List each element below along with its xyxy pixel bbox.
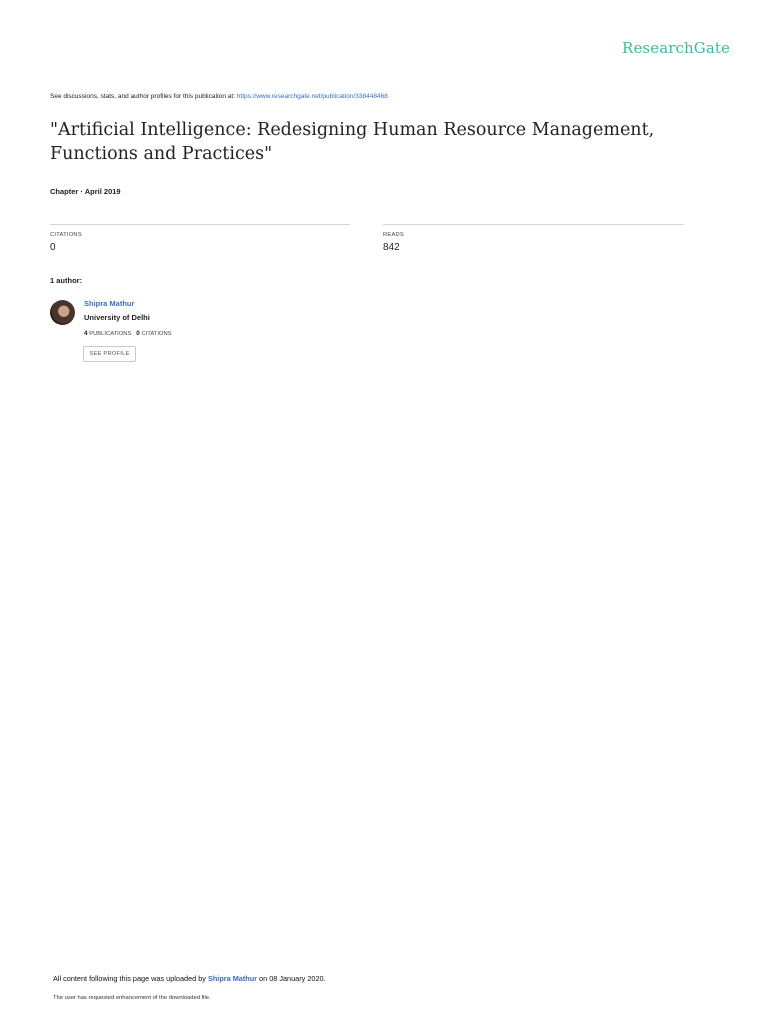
see-profile-button[interactable]: SEE PROFILE bbox=[83, 346, 136, 362]
upload-prefix: All content following this page was uploaded by bbox=[53, 974, 208, 983]
researchgate-logo[interactable]: ResearchGate bbox=[622, 39, 730, 57]
publication-link[interactable]: https://www.researchgate.net/publication/338448468 bbox=[236, 93, 388, 100]
citations-value: 0 bbox=[50, 242, 56, 253]
author-name-link[interactable]: Shipra Mathur bbox=[84, 299, 135, 308]
author-institution: University of Delhi bbox=[84, 313, 150, 322]
author-publications-label: PUBLICATIONS bbox=[89, 331, 132, 337]
discussions-line bbox=[50, 93, 388, 100]
authors-heading: 1 author: bbox=[50, 276, 83, 285]
author-publications-count: 4 bbox=[84, 330, 88, 337]
upload-note bbox=[53, 974, 326, 983]
author-citations-label: CITATIONS bbox=[141, 331, 172, 337]
citations-divider bbox=[50, 224, 350, 225]
author-citations-count: 0 bbox=[136, 330, 140, 337]
author-avatar[interactable] bbox=[50, 300, 75, 325]
publication-title: "Artificial Intelligence: Redesigning Human Resource Management, Functions and Practices" bbox=[50, 120, 655, 164]
discussions-text: See discussions, stats, and author profiles for this publication at: bbox=[50, 93, 237, 100]
reads-label: READS bbox=[383, 232, 404, 238]
upload-suffix: on 08 January 2020. bbox=[257, 974, 326, 983]
chapter-date: Chapter · April 2019 bbox=[50, 187, 121, 196]
citations-label: CITATIONS bbox=[50, 232, 82, 238]
enhancement-note: The user has requested enhancement of the downloaded file. bbox=[53, 995, 211, 1001]
reads-divider bbox=[383, 224, 684, 225]
reads-value: 842 bbox=[383, 242, 400, 253]
author-stats bbox=[84, 330, 172, 337]
uploader-link[interactable]: Shipra Mathur bbox=[207, 974, 258, 983]
